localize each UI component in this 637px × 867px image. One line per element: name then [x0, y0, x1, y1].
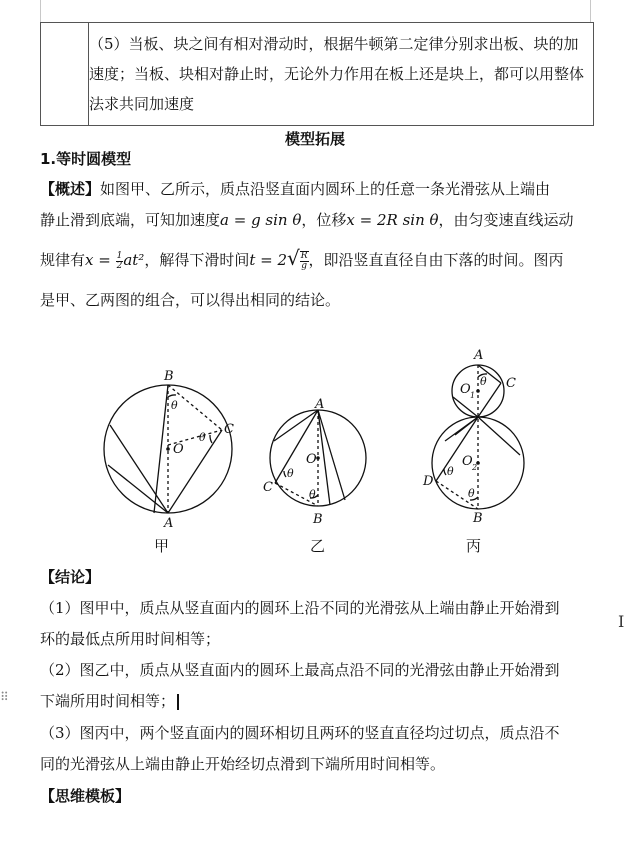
label-bing-c: C: [506, 376, 516, 391]
conclusion-p1-line1: （1）图甲中，质点从竖直面内的圆环上沿不同的光滑弦从上端由静止开始滑到: [40, 599, 560, 617]
table-text-cell: （5）当板、块之间有相对滑动时，根据牛顿第二定律分别求出板、块的加速度；当板、块相对静止时，无论外力作用在板上还是块上，都可以用整体法求共同加速度: [89, 35, 585, 113]
overview-text-2b: ，位移: [301, 211, 347, 229]
page-margin-mark-right: [590, 0, 591, 22]
formula-displacement: x = 2R sin θ: [346, 211, 439, 229]
section-heading: 模型拓展: [285, 130, 346, 148]
thinking-template-label: 【思维模板】: [40, 787, 131, 805]
theta-bing-1: θ: [480, 375, 487, 388]
chord-yi-1: [318, 410, 345, 500]
table-left-cell: [41, 23, 89, 125]
label-yi-bottom: B: [313, 512, 323, 527]
center-dot-jia: [166, 447, 170, 451]
overview-line-2: [40, 209, 574, 230]
formula-time: t = 2: [249, 251, 288, 269]
drag-handle-icon[interactable]: ⠿: [0, 690, 10, 704]
fraction-denominator: 2: [116, 260, 123, 271]
formula-at2: at²: [123, 251, 145, 269]
summary-table: [40, 22, 594, 126]
theta-bing-3: θ: [468, 487, 475, 500]
center-dot-yi: [316, 456, 320, 460]
conclusion-p3-line2: 同的光滑弦从上端由静止开始经切点滑到下端所用时间相等。: [40, 755, 446, 773]
sqrt-fraction: [300, 251, 309, 271]
theta-yi-2: θ: [309, 488, 316, 501]
fraction-numerator: 1: [116, 250, 123, 261]
page-margin-mark: [40, 0, 589, 23]
chord-yi-ac: [275, 410, 318, 483]
overview-text-1: 如图甲、乙所示，质点沿竖直面内圆环上的任意一条光滑弦从上端由: [100, 180, 551, 198]
conclusion-label: 【结论】: [40, 568, 101, 586]
label-bing-o1: O: [460, 382, 471, 397]
overview-line-3: [40, 246, 564, 271]
overview-line-4: 是甲、乙两图的组合，可以得出相同的结论。: [40, 291, 341, 309]
sqrt-symbol: √: [287, 246, 300, 270]
conclusion-p3-line1: （3）图丙中，两个竖直面内的圆环相切且两环的竖直直径均过切点，质点沿不: [40, 724, 560, 742]
label-jia-right: C: [224, 422, 234, 437]
center-dot-bing-upper: [476, 389, 480, 393]
formula-x-eq: x =: [85, 251, 116, 269]
caption-yi: 乙: [310, 537, 326, 555]
theta-bing-2: θ: [447, 465, 454, 478]
angle-arc-yi-1: [284, 471, 286, 477]
theta-jia-2: θ: [199, 431, 206, 444]
angle-arc-jia-1: [168, 395, 176, 397]
overview-text-3c: ，即沿竖直直径自由下落的时间。图丙: [308, 251, 564, 269]
overview-line-1: [40, 178, 550, 199]
sqrt-denominator: g: [301, 261, 308, 271]
label-bing-top: A: [474, 348, 484, 363]
label-bing-d: D: [423, 474, 434, 489]
angle-arc-bing-2: [444, 469, 446, 475]
label-jia-bottom: A: [164, 516, 174, 531]
angle-arc-jia-2: [210, 435, 212, 443]
overview-text-3a: 规律有: [40, 251, 86, 269]
overview-label: 【概述】: [40, 180, 101, 198]
chord-bing-c-tangent: [478, 383, 501, 417]
chord-yi-2: [318, 410, 330, 505]
label-yi-left: C: [263, 480, 273, 495]
caption-jia: 甲: [154, 537, 170, 555]
overview-text-2a: 静止滑到底端，可知加速度: [40, 211, 221, 229]
text-cursor-icon: I: [618, 612, 625, 631]
formula-acceleration: a = g sin θ: [220, 211, 302, 229]
label-bing-bottom: B: [473, 511, 483, 526]
conclusion-p1-line2: 环的最低点所用时间相等；: [40, 630, 221, 648]
theta-yi-1: θ: [287, 467, 294, 480]
overview-text-3b: ，解得下滑时间: [144, 251, 250, 269]
label-yi-top: A: [315, 397, 325, 412]
subheading: 1.等时圆模型: [40, 150, 132, 168]
caption-bing: 丙: [466, 537, 482, 555]
text-caret: [177, 694, 179, 710]
label-bing-o1-sub: 1: [470, 391, 476, 400]
conclusion-p2-line2: [40, 690, 179, 711]
label-yi-center: O: [306, 452, 317, 467]
sqrt-numerator: R: [300, 251, 308, 261]
overview-text-2c: ，由匀变速直线运动: [438, 211, 574, 229]
isochronous-circle-figure: [100, 345, 540, 555]
label-jia-top: B: [164, 369, 174, 384]
label-bing-o2-sub: 2: [472, 463, 478, 472]
conclusion-p2-line1: （2）图乙中，质点从竖直面内的圆环上最高点沿不同的光滑弦由静止开始滑到: [40, 661, 560, 679]
label-bing-o2: O: [462, 454, 473, 469]
conclusion-p2-line2-text: 下端所用时间相等；: [40, 692, 176, 710]
label-jia-center: O: [173, 442, 184, 457]
theta-jia-1: θ: [171, 399, 178, 412]
